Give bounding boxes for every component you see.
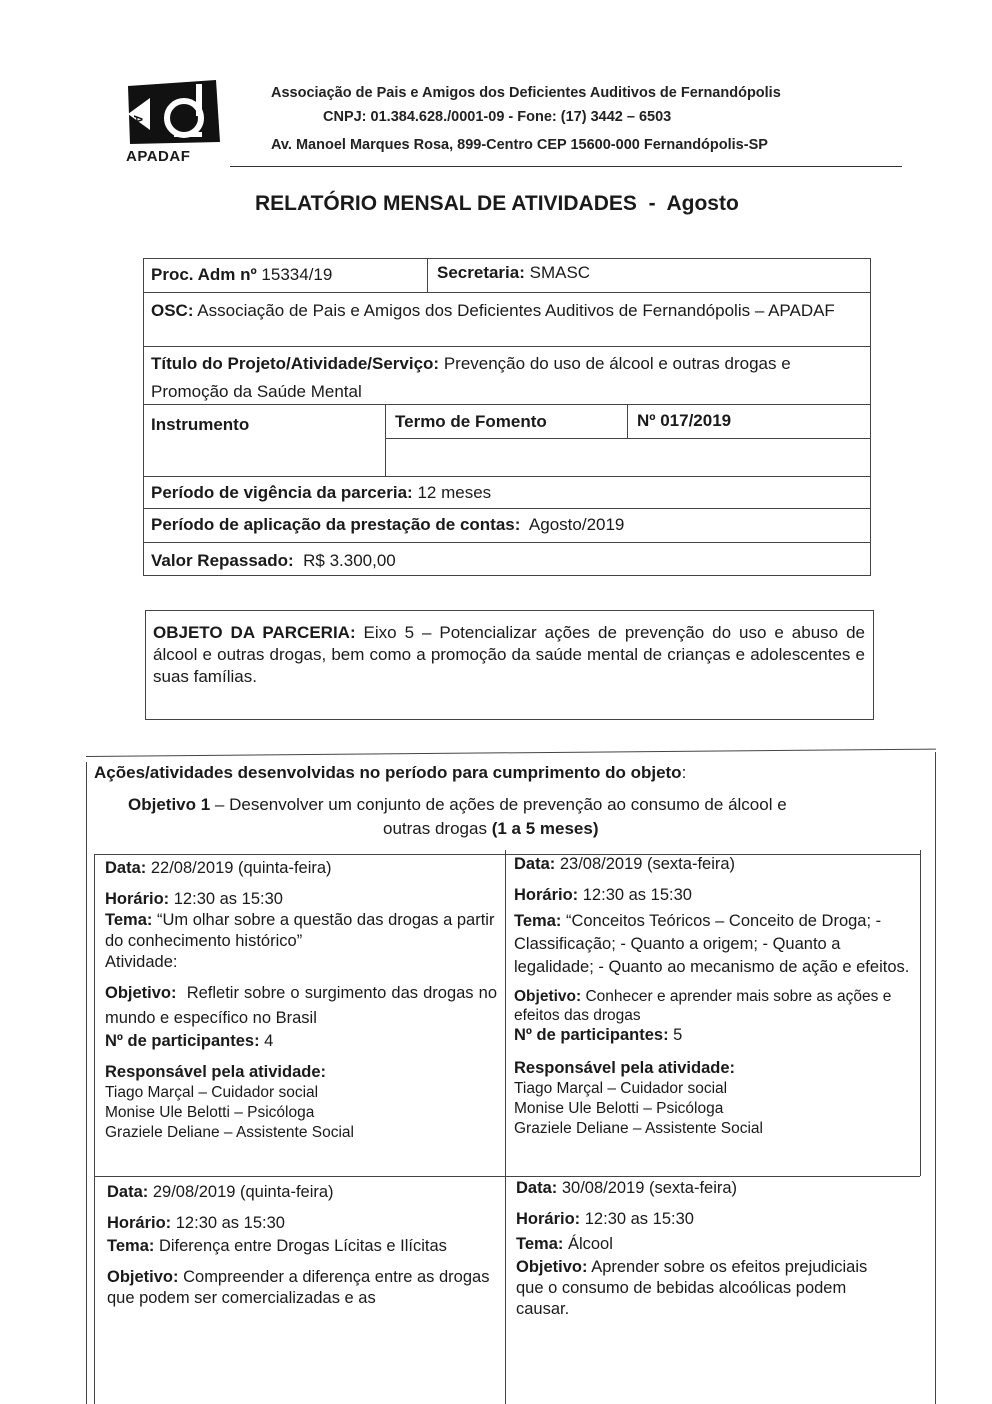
vigencia-value: 12 meses [412, 483, 492, 502]
activity-card [107, 1182, 499, 1309]
theme-label: Tema: [105, 911, 153, 929]
logo-text: APADAF [126, 148, 191, 165]
osc-field [151, 300, 867, 322]
info-divider [385, 404, 386, 476]
activity-date [107, 1182, 499, 1203]
participants-label: Nº de participantes: [514, 1026, 669, 1044]
activity-time [516, 1209, 876, 1230]
svg-text:A: A [131, 115, 145, 124]
vigencia-field [151, 482, 491, 504]
vigencia-label: Período de vigência da parceria: [151, 483, 413, 502]
time-label: Horário: [105, 890, 170, 908]
objective-label: Objetivo: [514, 988, 582, 1005]
numero-label: Nº 017/2019 [637, 411, 732, 430]
objeto-text [153, 622, 865, 688]
participants-value: 5 [668, 1026, 683, 1044]
objective-text-2: outras drogas [383, 819, 492, 838]
aplicacao-label: Período de aplicação da prestação de contas: [151, 515, 521, 534]
info-divider [143, 292, 871, 293]
acoes-heading-colon: : [681, 763, 687, 782]
info-divider [143, 346, 871, 347]
responsible-2: Monise Ule Belotti – Psicóloga [105, 1104, 315, 1121]
objective-label: Objetivo: [516, 1258, 588, 1276]
responsible-3: Graziele Deliane – Assistente Social [105, 1124, 354, 1141]
activity-objective [516, 1257, 876, 1320]
date-label: Data: [516, 1179, 558, 1197]
info-divider [385, 438, 871, 439]
activity-date [105, 858, 497, 879]
objective-label: Objetivo 1 [128, 795, 211, 814]
participants-label: Nº de participantes: [105, 1032, 260, 1050]
time-label: Horário: [516, 1210, 581, 1228]
apadaf-logo [122, 78, 226, 170]
objective-label: Objetivo: [107, 1268, 179, 1286]
responsible-label: Responsável pela atividade: [514, 1059, 736, 1077]
acoes-border-right [935, 752, 936, 1404]
theme-label: Tema: [107, 1237, 155, 1255]
time-value: 12:30 as 15:30 [578, 886, 692, 904]
objective-line-2 [383, 818, 598, 840]
responsible-1: Tiago Marçal – Cuidador social [514, 1080, 728, 1097]
acoes-border-left [86, 762, 87, 1404]
activity-objective [514, 987, 912, 1025]
objective-value: Conhecer e aprender mais sobre as ações e efeitos das drogas [514, 988, 892, 1024]
osc-label: OSC: [151, 301, 194, 320]
activity-date [514, 854, 912, 875]
activity-participants [105, 1031, 497, 1052]
theme-value: Álcool [563, 1235, 613, 1253]
aplicacao-field [151, 514, 624, 536]
grid-line [94, 854, 95, 1404]
time-value: 12:30 as 15:30 [580, 1210, 694, 1228]
grid-line [94, 1176, 920, 1177]
secretaria-label: Secretaria: [437, 263, 525, 282]
info-divider [627, 404, 628, 438]
theme-label: Tema: [516, 1235, 564, 1253]
objeto-value: Eixo 5 – Potencializar ações de prevenção do uso e abuso de álcool e outras drogas, bem como a promoção da saúde mental de crianças e adolescentes e suas famílias. [153, 623, 865, 686]
activity-objective [107, 1267, 499, 1309]
activity-theme [514, 910, 912, 979]
titulo-label: Título do Projeto/Atividade/Serviço: [151, 354, 440, 373]
activity-card [105, 858, 502, 1143]
secretaria-value: SMASC [524, 263, 591, 282]
org-address: Av. Manoel Marques Rosa, 899-Centro CEP 15600-000 Fernandópolis-SP [271, 137, 768, 153]
proc-label: Proc. Adm nº [151, 265, 257, 284]
valor-field [151, 550, 396, 572]
activity-theme [107, 1234, 467, 1259]
responsible-label: Responsável pela atividade: [105, 1063, 327, 1081]
participants-value: 4 [259, 1032, 274, 1050]
activity-time [105, 889, 497, 910]
theme-value: “Conceitos Teóricos – Conceito de Droga; - Classificação; - Quanto a origem; - Quanto a legalidade; - Quanto ao mecanismo de ação e efeitos. [514, 912, 910, 976]
objective-line-1 [128, 794, 787, 816]
date-value: 29/08/2019 (quinta-feira) [148, 1183, 334, 1201]
titulo-value: Prevenção do uso de álcool e outras drogas e Promoção da Saúde Mental [151, 354, 791, 401]
info-divider [143, 508, 871, 509]
info-divider [143, 542, 871, 543]
aplicacao-value: Agosto/2019 [520, 515, 625, 534]
objective-value: Refletir sobre o surgimento das drogas no mundo e específico no Brasil [105, 984, 502, 1027]
acoes-heading [94, 762, 686, 784]
objective-text: – Desenvolver um conjunto de ações de prevenção ao consumo de álcool e [210, 795, 787, 814]
date-value: 30/08/2019 (sexta-feira) [557, 1179, 738, 1197]
activity-participants [514, 1025, 912, 1046]
acoes-border-top [86, 749, 936, 757]
activity-theme [105, 910, 497, 952]
activity-card [514, 854, 912, 1139]
objective-months: (1 a 5 meses) [491, 819, 599, 838]
info-divider [143, 476, 871, 477]
org-name: Associação de Pais e Amigos dos Deficientes Auditivos de Fernandópolis [271, 85, 781, 101]
date-label: Data: [105, 859, 147, 877]
page-title: RELATÓRIO MENSAL DE ATIVIDADES - Agosto [255, 192, 739, 215]
theme-value: “Um olhar sobre a questão das drogas a partir do conhecimento histórico” [105, 911, 495, 950]
titulo-field [151, 350, 841, 406]
valor-value: R$ 3.300,00 [293, 551, 396, 570]
termo-label: Termo de Fomento [395, 412, 547, 431]
osc-value: Associação de Pais e Amigos dos Deficientes Auditivos de Fernandópolis – APADAF [193, 301, 835, 320]
activity-date [516, 1178, 876, 1199]
activity-objective [105, 981, 502, 1031]
responsible-3: Graziele Deliane – Assistente Social [514, 1120, 763, 1137]
proc-value: 15334/19 [256, 265, 333, 284]
proc-field [151, 264, 332, 286]
org-cnpj: CNPJ: 01.384.628./0001-09 - Fone: (17) 3442 – 6503 [323, 109, 672, 125]
info-divider [427, 258, 428, 292]
valor-label: Valor Repassado: [151, 551, 294, 570]
date-label: Data: [514, 855, 556, 873]
acoes-heading-text: Ações/atividades desenvolvidas no período para cumprimento do objeto [94, 763, 682, 782]
instrumento-label: Instrumento [151, 415, 250, 434]
responsible-1: Tiago Marçal – Cuidador social [105, 1084, 319, 1101]
activity-time [107, 1213, 499, 1234]
objective-value: Compreender a diferença entre as drogas que podem ser comercializadas e as [107, 1268, 490, 1307]
grid-line [505, 850, 506, 1404]
activity-theme [516, 1234, 876, 1255]
activity-card [516, 1178, 876, 1320]
date-value: 23/08/2019 (sexta-feira) [555, 855, 736, 873]
header-divider [230, 166, 902, 167]
responsible-2: Monise Ule Belotti – Psicóloga [514, 1100, 724, 1117]
activity-time [514, 885, 912, 906]
secretaria-field [437, 262, 590, 284]
objective-value: Aprender sobre os efeitos prejudiciais que o consumo de bebidas alcoólicas podem causar. [516, 1258, 868, 1318]
time-value: 12:30 as 15:30 [169, 890, 283, 908]
grid-line [920, 850, 921, 1176]
time-label: Horário: [107, 1214, 172, 1232]
theme-value: Diferença entre Drogas Lícitas e Ilícitas [154, 1237, 447, 1255]
time-label: Horário: [514, 886, 579, 904]
theme-label: Tema: [514, 912, 562, 930]
objective-label: Objetivo: [105, 984, 177, 1002]
time-value: 12:30 as 15:30 [171, 1214, 285, 1232]
activity-atividade: Atividade: [105, 953, 178, 971]
objeto-label: OBJETO DA PARCERIA: [153, 623, 356, 642]
date-label: Data: [107, 1183, 149, 1201]
date-value: 22/08/2019 (quinta-feira) [146, 859, 332, 877]
